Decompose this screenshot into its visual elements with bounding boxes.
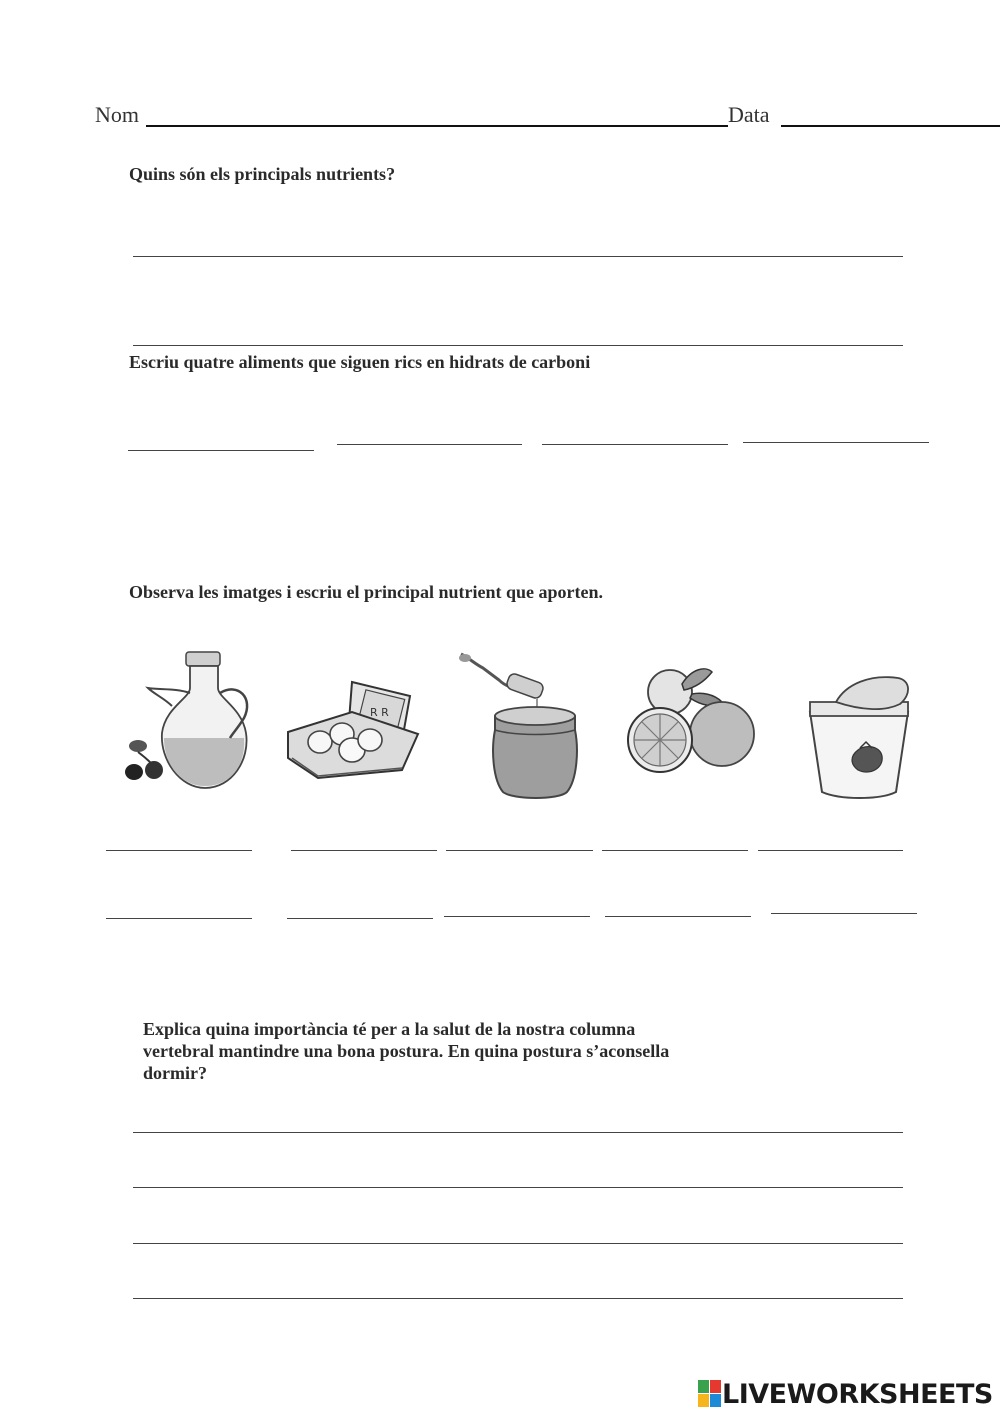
oranges-icon — [622, 662, 762, 782]
answer-line-q4-1[interactable] — [133, 1132, 903, 1133]
date-label: Data — [728, 102, 770, 127]
answer-line-q2-3[interactable] — [542, 444, 728, 445]
name-label: Nom — [95, 102, 139, 127]
liveworksheets-logo-icon — [698, 1380, 722, 1408]
answer-line-q2-2[interactable] — [337, 444, 522, 445]
question-4-line-1: Explica quina importància té per a la salut de la nostra columna — [143, 1019, 636, 1039]
date-input-line[interactable] — [781, 125, 1000, 127]
answer-line-q3-row2-2[interactable] — [287, 918, 433, 919]
answer-line-q3-row2-1[interactable] — [106, 918, 252, 919]
olive-oil-jug-icon — [120, 648, 260, 793]
question-1: Quins són els principals nutrients? — [129, 164, 396, 184]
answer-line-q1-2[interactable] — [133, 345, 903, 346]
honey-jar-icon — [455, 650, 580, 800]
name-input-line[interactable] — [146, 125, 728, 127]
liveworksheets-logo[interactable] — [698, 1377, 993, 1411]
svg-text:R R: R R — [370, 706, 389, 719]
liveworksheets-logo-text: LIVEWORKSHEETS — [722, 1378, 993, 1410]
answer-line-q4-2[interactable] — [133, 1187, 903, 1188]
question-2: Escriu quatre aliments que siguen rics en hidrats de carboni — [129, 352, 591, 372]
answer-line-q4-4[interactable] — [133, 1298, 903, 1299]
yogurt-icon — [800, 672, 918, 800]
answer-line-q1-1[interactable] — [133, 256, 903, 257]
answer-line-q4-3[interactable] — [133, 1243, 903, 1244]
question-4-line-3: dormir? — [143, 1063, 207, 1083]
answer-line-q2-1[interactable] — [128, 450, 314, 451]
answer-line-q3-row1-2[interactable] — [291, 850, 437, 851]
answer-line-q3-row2-5[interactable] — [771, 913, 917, 914]
question-3: Observa les imatges i escriu el principal nutrient que aporten. — [129, 582, 603, 602]
answer-line-q3-row2-4[interactable] — [605, 916, 751, 917]
answer-line-q3-row1-3[interactable] — [446, 850, 593, 851]
answer-line-q2-4[interactable] — [743, 442, 929, 443]
answer-line-q3-row1-4[interactable] — [602, 850, 748, 851]
answer-line-q3-row2-3[interactable] — [444, 916, 590, 917]
answer-line-q3-row1-5[interactable] — [758, 850, 903, 851]
question-4-line-2: vertebral mantindre una bona postura. En quina postura s’aconsella — [143, 1041, 670, 1061]
question-4 — [143, 1018, 669, 1084]
egg-carton-icon — [282, 672, 424, 782]
answer-line-q3-row1-1[interactable] — [106, 850, 252, 851]
